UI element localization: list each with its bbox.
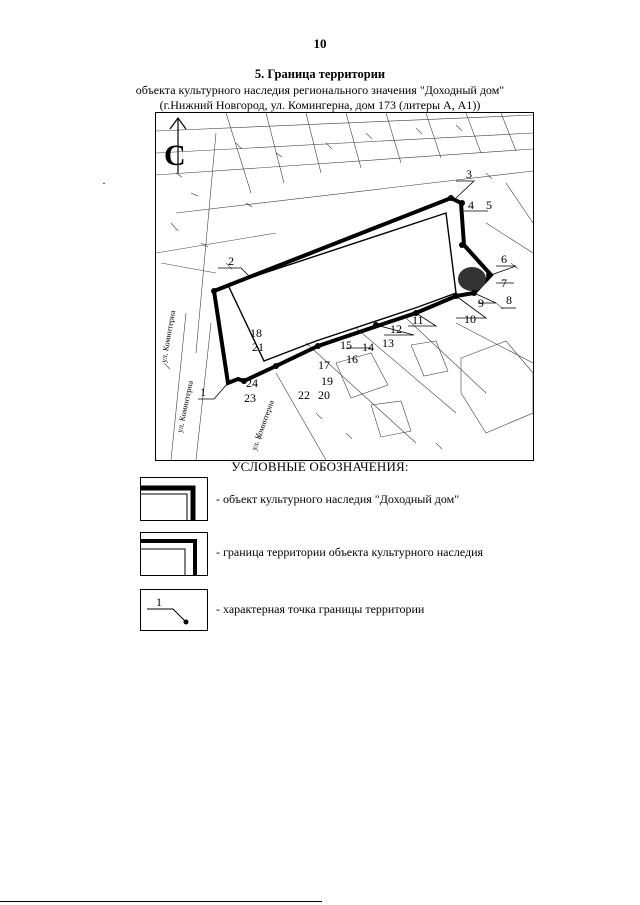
point-label-3: 3 [466, 167, 472, 181]
heritage-object-symbol-icon [141, 478, 207, 520]
point-label-12: 12 [390, 322, 402, 336]
legend-symbol-territory-boundary [140, 532, 208, 576]
point-label-17: 17 [318, 358, 330, 372]
point-label-2: 2 [228, 254, 234, 268]
point-label-6: 6 [501, 252, 507, 266]
document-subtitle-line-1: объекта культурного наследия регионального значения "Доходный дом" [135, 83, 505, 97]
scan-speck: · [102, 176, 106, 190]
point-label-7: 7 [501, 276, 507, 290]
legend-label-territory-boundary: - граница территории объекта культурного наследия [216, 545, 484, 559]
point-label-24: 24 [246, 376, 258, 390]
document-title: 5. Граница территории [254, 67, 386, 81]
north-letter: С [164, 139, 186, 172]
point-label-22: 22 [298, 388, 310, 402]
territory-boundary-symbol-icon [141, 533, 207, 575]
legend-label-boundary-point: - характерная точка границы территории [216, 602, 425, 616]
street-label: ул. Коминтерна [159, 309, 178, 364]
document-subtitle-line-2: (г.Нижний Новгород, ул. Комингерна, дом 173 (литеры А, А1)) [159, 98, 481, 112]
street-label: ул. Коминтерна [249, 398, 276, 452]
cadastral-map [155, 112, 534, 461]
point-label-4: 4 [468, 198, 474, 212]
legend-point-number: 1 [156, 595, 162, 609]
legend-symbol-boundary-point [140, 589, 208, 631]
point-label-15: 15 [340, 338, 352, 352]
point-label-5: 5 [486, 198, 492, 212]
point-label-20: 20 [318, 388, 330, 402]
point-label-1: 1 [200, 385, 206, 399]
point-label-23: 23 [244, 391, 256, 405]
legend-title: УСЛОВНЫЕ ОБОЗНАЧЕНИЯ: [231, 459, 409, 474]
point-label-9: 9 [478, 296, 484, 310]
point-label-21: 21 [252, 340, 264, 354]
point-label-14: 14 [362, 340, 374, 354]
legend-symbol-heritage-object [140, 477, 208, 521]
legend-label-heritage-object: - объект культурного наследия "Доходный дом" [216, 492, 460, 506]
point-label-16: 16 [346, 352, 358, 366]
point-label-13: 13 [382, 336, 394, 350]
point-label-11: 11 [412, 313, 424, 327]
boundary-point-symbol-icon [141, 590, 207, 630]
footnote-rule [0, 901, 322, 902]
point-label-8: 8 [506, 293, 512, 307]
heritage-object-shading [458, 267, 486, 291]
map-canvas [156, 113, 533, 460]
page-number: 10 [313, 36, 327, 51]
point-label-10: 10 [464, 312, 476, 326]
point-label-18: 18 [250, 326, 262, 340]
street-label: ул. Коминтерна [175, 379, 195, 434]
point-label-19: 19 [321, 374, 333, 388]
